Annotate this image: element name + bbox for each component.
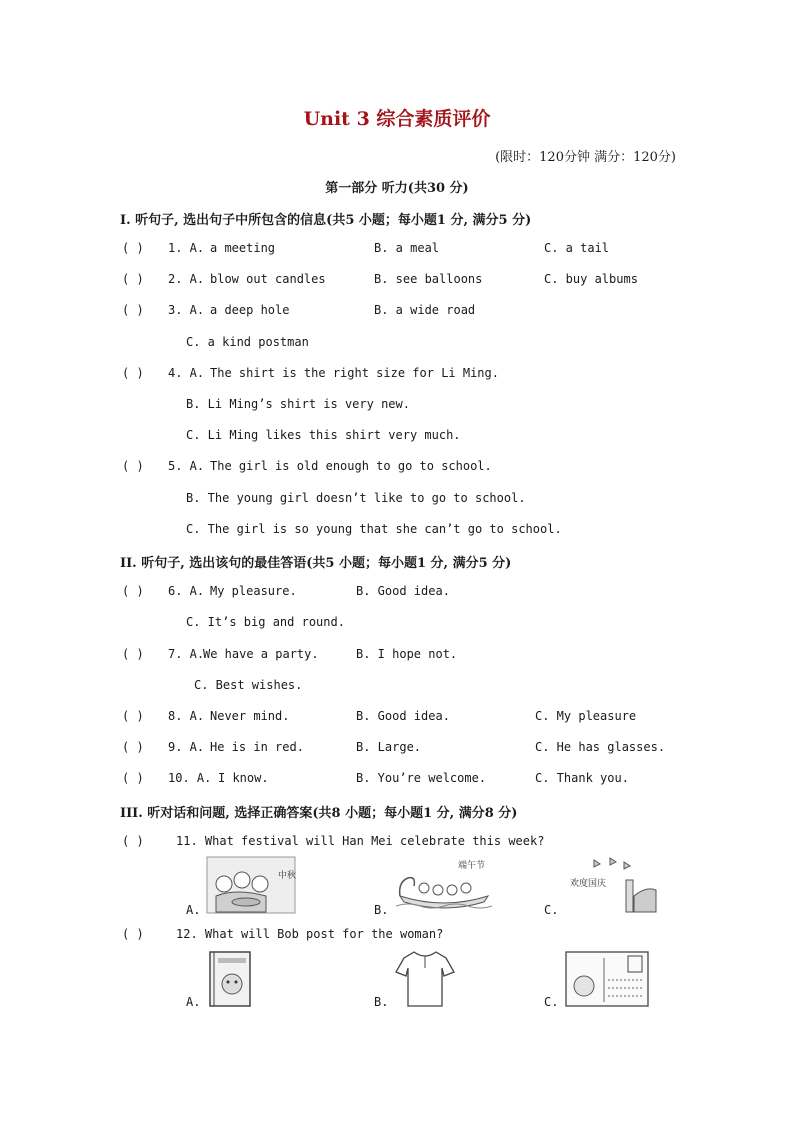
q4-option-a: The shirt is the right size for Li Ming. [210,366,499,380]
q11-picture-a[interactable] [206,856,296,912]
section-2-heading: II. 听句子, 选出该句的最佳答语(共5 小题；每小题1 分, 满分5 分) [120,556,512,571]
q11-picture-c[interactable] [566,856,650,912]
q1-option-b: B. a meal [374,241,440,255]
part-heading: 第一部分 听力(共30 分) [325,181,469,196]
q2-number: 2. A. [168,272,205,286]
q2-option-c: C. buy albums [544,272,638,286]
q6-option-a: My pleasure. [210,584,297,598]
q9-option-a: He is in red. [210,740,304,754]
q11-b-pic-text: 端午节 [458,861,486,871]
q10-option-b: B. You’re welcome. [356,771,487,785]
mid-autumn-family-picture [206,856,296,914]
q12-question: 12. What will Bob post for the woman? [176,927,444,941]
q11-picture-b[interactable] [396,856,486,912]
q9-option-c: C. He has glasses. [535,740,666,754]
shirt-picture [394,950,456,1008]
q12-picture-a[interactable] [206,950,290,1006]
answer-blank[interactable]: ( ) [122,303,144,317]
answer-blank[interactable]: ( ) [122,834,144,848]
section-3-heading: III. 听对话和问题, 选择正确答案(共8 小题；每小题1 分, 满分8 分) [120,806,518,821]
q11-c-pic-text: 欢度国庆 [570,879,607,889]
q11-a-pic-text: 中秋 [278,871,296,881]
answer-blank[interactable]: ( ) [122,927,144,941]
q11-label-a: A. [186,903,201,917]
q5-option-b: B. The young girl doesn’t like to go to school. [186,491,526,505]
q8-option-a: Never mind. [210,709,290,723]
q7-option-a: We have a party. [203,647,319,661]
q11-label-c: C. [544,903,559,917]
q10-option-c: C. Thank you. [535,771,629,785]
q8-option-c: C. My pleasure [535,709,637,723]
q5-option-c: C. The girl is so young that she can’t go to school. [186,522,562,536]
postcard-picture [564,950,650,1008]
q4-option-c: C. Li Ming likes this shirt very much. [186,428,461,442]
q9-option-b: B. Large. [356,740,422,754]
q8-option-b: B. Good idea. [356,709,450,723]
q9-number: 9. A. [168,740,205,754]
q8-number: 8. A. [168,709,205,723]
q7-option-b: B. I hope not. [356,647,458,661]
time-limit: (限时：120分钟 满分：120分) [495,150,676,165]
answer-blank[interactable]: ( ) [122,771,144,785]
dragon-boat-picture [396,856,492,914]
answer-blank[interactable]: ( ) [122,459,144,473]
q7-number: 7. A. [168,647,205,661]
q4-option-b: B. Li Ming’s shirt is very new. [186,397,410,411]
answer-blank[interactable]: ( ) [122,740,144,754]
q5-option-a: The girl is old enough to go to school. [210,459,492,473]
q10-number: 10. A. [168,771,212,785]
book-picture [206,950,256,1008]
q1-option-a: a meeting [210,241,276,255]
answer-blank[interactable]: ( ) [122,241,144,255]
answer-blank[interactable]: ( ) [122,584,144,598]
q12-label-c: C. [544,995,559,1009]
answer-blank[interactable]: ( ) [122,272,144,286]
q12-picture-c[interactable] [564,950,648,1006]
q2-option-b: B. see balloons [374,272,483,286]
q7-option-c: C. Best wishes. [194,678,303,692]
q11-label-b: B. [374,903,389,917]
q4-number: 4. A. [168,366,205,380]
q11-question: 11. What festival will Han Mei celebrate this week? [176,834,545,848]
q1-option-c: C. a tail [544,241,610,255]
national-day-picture [566,856,658,914]
section-1-heading: I. 听句子, 选出句子中所包含的信息(共5 小题；每小题1 分, 满分5 分) [120,213,532,228]
q12-label-a: A. [186,995,201,1009]
q6-option-b: B. Good idea. [356,584,450,598]
q3-option-a: a deep hole [210,303,290,317]
q3-option-b: B. a wide road [374,303,476,317]
q12-picture-b[interactable] [394,950,478,1006]
q6-number: 6. A. [168,584,205,598]
q12-label-b: B. [374,995,389,1009]
q6-option-c: C. It’s big and round. [186,615,345,629]
q3-option-c: C. a kind postman [186,335,309,349]
answer-blank[interactable]: ( ) [122,366,144,380]
q5-number: 5. A. [168,459,205,473]
q2-option-a: blow out candles [210,272,326,286]
answer-blank[interactable]: ( ) [122,647,144,661]
q1-number: 1. A. [168,241,205,255]
q10-option-a: I know. [218,771,269,785]
q3-number: 3. A. [168,303,205,317]
answer-blank[interactable]: ( ) [122,709,144,723]
page-title: Unit 3 综合素质评价 [303,108,491,130]
